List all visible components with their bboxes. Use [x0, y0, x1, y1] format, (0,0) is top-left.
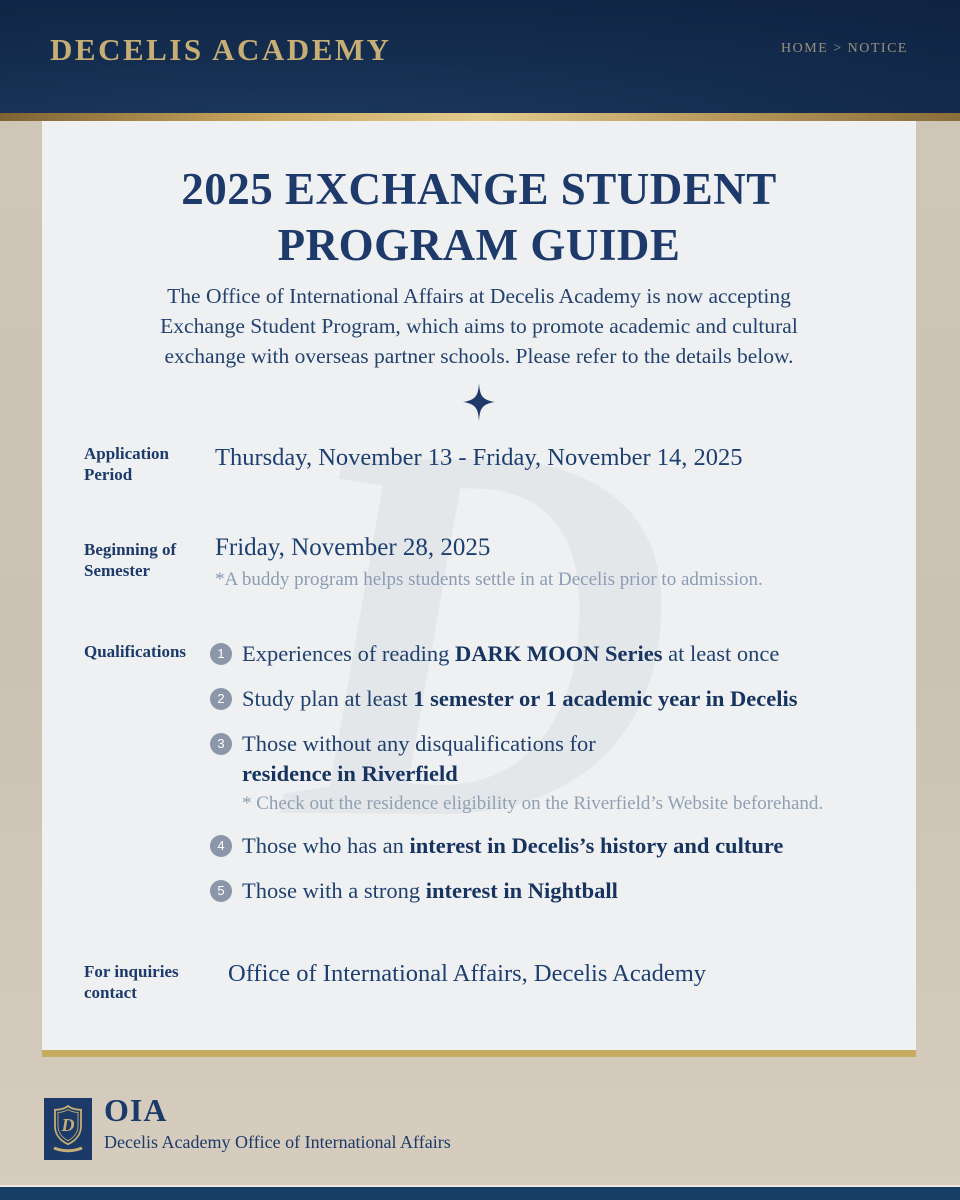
semester-start-value: Friday, November 28, 2025 — [215, 534, 491, 561]
qualification-text: Those who has an interest in Decelis’s history and culture — [242, 833, 784, 858]
semester-start-label: Beginning of Semester — [84, 540, 177, 580]
qualification-item-3 — [210, 729, 910, 816]
notice-card — [42, 121, 916, 1057]
footer-org-full: Decelis Academy Office of International Affairs — [104, 1132, 451, 1152]
header-gold-divider — [0, 113, 960, 121]
application-period-value: Thursday, November 13 - Friday, November 14, 2025 — [215, 444, 743, 471]
qualifications-list — [210, 639, 910, 921]
page-title-line2: PROGRAM GUIDE — [277, 220, 681, 270]
breadcrumb[interactable]: HOME > NOTICE — [781, 41, 908, 56]
intro-line: exchange with overseas partner schools. Please refer to the details below. — [164, 344, 794, 368]
qualifications-label: Qualifications — [84, 642, 187, 661]
qualification-text: Study plan at least 1 semester or 1 academic year in Decelis — [242, 686, 798, 711]
qualification-text: Those with a strong interest in Nightball — [242, 878, 618, 903]
svg-text:D: D — [61, 1115, 75, 1135]
site-header — [0, 0, 960, 113]
qualification-text: Those without any disqualifications for residence in Riverfield * Check out the residence eligibility on the Riverfield’s Website beforehand. — [242, 731, 824, 814]
number-badge-1: 1 — [210, 643, 232, 665]
semester-note: *A buddy program helps students settle in at Decelis prior to admission. — [215, 569, 763, 590]
application-period-label: Application Period — [84, 444, 170, 484]
footer-org-abbr: OIA — [104, 1092, 168, 1128]
number-badge-3: 3 — [210, 733, 232, 755]
qualification-item-2 — [210, 684, 910, 714]
number-badge-2: 2 — [210, 688, 232, 710]
oia-crest-icon — [44, 1098, 92, 1160]
qualification-item-4 — [210, 831, 910, 861]
number-badge-5: 5 — [210, 880, 232, 902]
contact-label: For inquiries contact — [84, 962, 179, 1002]
page-title-line1: 2025 EXCHANGE STUDENT — [181, 164, 777, 214]
bottom-navy-bar — [0, 1185, 960, 1200]
intro-line: Exchange Student Program, which aims to promote academic and cultural — [160, 314, 798, 338]
four-point-star-icon — [463, 383, 495, 426]
qualification-note: * Check out the residence eligibility on the Riverfield’s Website beforehand. — [242, 793, 824, 814]
intro-line: The Office of International Affairs at Decelis Academy is now accepting — [167, 284, 791, 308]
number-badge-4: 4 — [210, 835, 232, 857]
qualification-text: Experiences of reading DARK MOON Series at least once — [242, 641, 780, 666]
brand-logo[interactable]: DECELIS ACADEMY — [50, 32, 392, 67]
page-title — [42, 161, 916, 273]
contact-value: Office of International Affairs, Decelis Academy — [228, 960, 707, 987]
qualification-item-1 — [210, 639, 910, 669]
intro-paragraph — [69, 281, 889, 371]
qualification-item-5 — [210, 876, 910, 906]
